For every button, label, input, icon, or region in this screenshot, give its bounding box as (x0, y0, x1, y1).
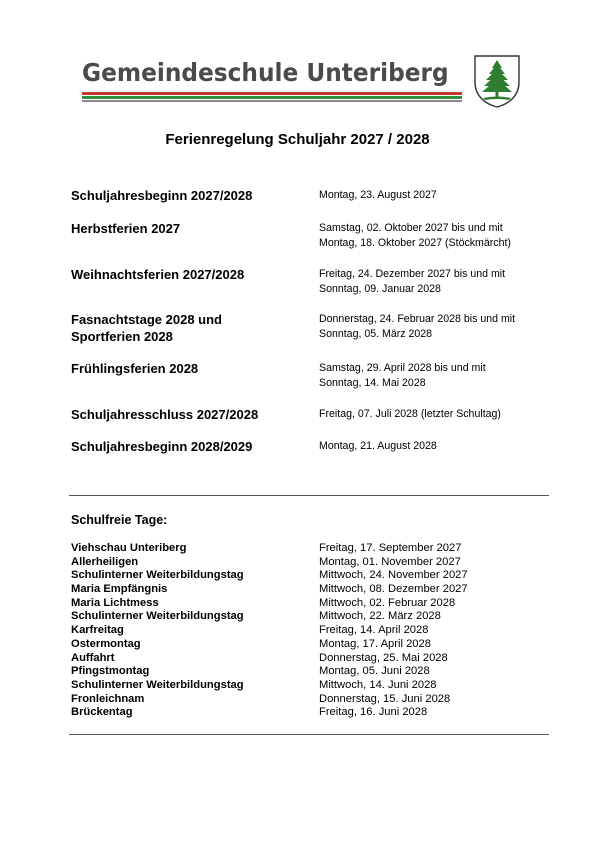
free-day-name: Karfreitag (71, 624, 124, 637)
free-day-name: Schulinterner Weiterbildungstag (71, 610, 244, 623)
free-day-date: Mittwoch, 14. Juni 2028 (319, 678, 437, 691)
free-day-date: Montag, 01. November 2027 (319, 555, 461, 568)
holiday-date: Freitag, 07. Juli 2028 (letzter Schultag) (319, 408, 501, 420)
holiday-label: Herbstferien 2027 (71, 221, 181, 236)
holiday-label: Frühlingsferien 2028 (71, 361, 199, 376)
holiday-date: Freitag, 24. Dezember 2027 bis und mit Sonntag, 09. Januar 2028 (319, 268, 506, 295)
free-day-name: Schulinterner Weiterbildungstag (71, 678, 244, 691)
holiday-label: Schuljahresbeginn 2028/2029 (71, 439, 253, 454)
spruce-tree-crest-icon (473, 54, 521, 108)
free-day-row (71, 597, 551, 611)
free-day-row (71, 665, 551, 679)
free-day-row (71, 638, 551, 652)
holiday-label: Schuljahresschluss 2027/2028 (71, 407, 259, 422)
free-day-name: Maria Lichtmess (71, 596, 159, 609)
header-stripe-green (82, 96, 462, 99)
holiday-date: Donnerstag, 24. Februar 2028 bis und mit Sonntag, 05. März 2028 (319, 313, 516, 340)
free-day-date: Freitag, 14. April 2028 (319, 624, 429, 637)
free-day-date: Freitag, 17. September 2027 (319, 542, 462, 554)
free-day-row (71, 556, 551, 570)
free-day-name: Pfingstmontag (71, 665, 150, 678)
free-day-date: Mittwoch, 02. Februar 2028 (319, 596, 456, 609)
holiday-label: Weihnachtsferien 2027/2028 (71, 267, 245, 282)
free-day-name: Allerheiligen (71, 555, 139, 568)
holiday-date: Montag, 21. August 2028 (319, 440, 437, 452)
holiday-label: Fasnachtstage 2028 und Sportferien 2028 (71, 312, 222, 344)
free-day-date: Montag, 17. April 2028 (319, 637, 431, 650)
free-day-row (71, 624, 551, 638)
free-day-name: Auffahrt (71, 651, 115, 664)
holiday-date: Samstag, 29. April 2028 bis und mit Sonntag, 14. Mai 2028 (319, 362, 486, 389)
free-day-row (71, 542, 551, 556)
free-day-date: Donnerstag, 25. Mai 2028 (319, 651, 448, 664)
free-day-date: Mittwoch, 08. Dezember 2027 (319, 583, 468, 596)
free-day-name: Maria Empfängnis (71, 583, 168, 596)
divider-bottom (69, 734, 549, 735)
school-name: Gemeindeschule Unteriberg (82, 58, 449, 87)
free-day-name: Fronleichnam (71, 692, 145, 705)
free-day-date: Freitag, 16. Juni 2028 (319, 706, 428, 719)
document-title: Ferienregelung Schuljahr 2027 / 2028 (165, 131, 430, 148)
free-day-row (71, 652, 551, 666)
divider-top (69, 495, 549, 496)
holiday-label: Schuljahresbeginn 2027/2028 (71, 188, 253, 203)
free-day-row (71, 706, 551, 720)
free-day-row (71, 610, 551, 624)
header-stripe-gray (82, 100, 462, 102)
holiday-date: Montag, 23. August 2027 (319, 189, 437, 201)
free-day-date: Mittwoch, 24. November 2027 (319, 569, 468, 582)
header-stripe-red (82, 92, 462, 95)
free-day-name: Brückentag (71, 706, 133, 719)
free-day-row (71, 583, 551, 597)
free-days-title: Schulfreie Tage: (71, 513, 168, 527)
free-day-row (71, 569, 551, 583)
free-day-name: Ostermontag (71, 637, 141, 650)
free-day-date: Montag, 05. Juni 2028 (319, 665, 430, 678)
free-day-row (71, 679, 551, 693)
holiday-date: Samstag, 02. Oktober 2027 bis und mit Montag, 18. Oktober 2027 (Stöckmärcht) (319, 222, 511, 249)
free-day-name: Viehschau Unteriberg (71, 542, 187, 554)
free-day-row (71, 693, 551, 707)
free-day-date: Donnerstag, 15. Juni 2028 (319, 692, 451, 705)
free-days-list (71, 542, 551, 720)
free-day-name: Schulinterner Weiterbildungstag (71, 569, 244, 582)
free-day-date: Mittwoch, 22. März 2028 (319, 610, 441, 623)
